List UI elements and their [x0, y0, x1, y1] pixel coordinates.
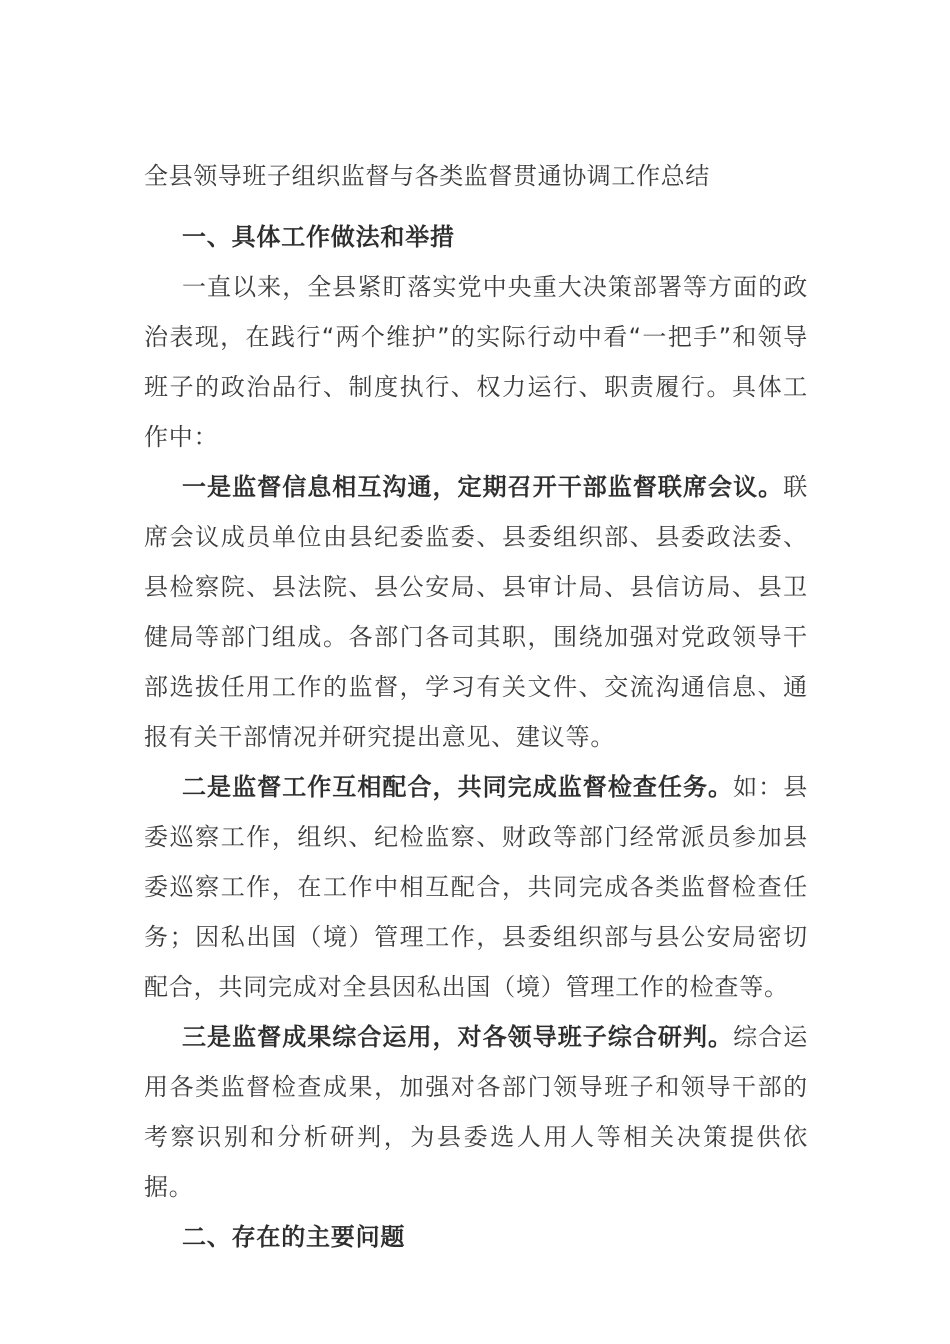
item-text-1: 联席会议成员单位由县纪委监委、县委组织部、县委政法委、县检察院、县法院、县公安局、县审计局、县信访局、县卫健局等部门组成。各部门各司其职，围绕加强对党政领导干部选拔任用工作的监督，学习有关文件、交流沟通信息、通报有关干部情况并研究提出意见、建议等。: [144, 473, 808, 751]
item-text-2: 如：县委巡察工作，组织、纪检监察、财政等部门经常派员参加县委巡察工作，在工作中相互配合，共同完成各类监督检查任务；因私出国（境）管理工作，县委组织部与县公安局密切配合，共同完成对全县因私出国（境）管理工作的检查等。: [144, 773, 808, 1001]
item-lead-3: 三是监督成果综合运用，对各领导班子综合研判。: [182, 1023, 734, 1051]
section-heading-2: 二、存在的主要问题: [182, 1223, 406, 1251]
item-lead-2: 二是监督工作互相配合，共同完成监督检查任务。: [182, 773, 734, 801]
document-body: [144, 212, 808, 1262]
item-text-3: 综合运用各类监督检查成果，加强对各部门领导班子和领导干部的考察识别和分析研判，为县委选人用人等相关决策提供依据。: [144, 1023, 808, 1201]
item-paragraph-3: [144, 1012, 808, 1212]
item-paragraph-2: [144, 762, 808, 1012]
document-title: 全县领导班子组织监督与各类监督贯通协调工作总结: [144, 162, 710, 190]
item-lead-1: 一是监督信息相互沟通，定期召开干部监督联席会议。: [182, 473, 784, 501]
section-heading-1: 一、具体工作做法和举措: [182, 223, 455, 251]
intro-paragraph: 一直以来，全县紧盯落实党中央重大决策部署等方面的政治表现，在践行“两个维护”的实际行动中看“一把手”和领导班子的政治品行、制度执行、权力运行、职责履行。具体工作中：: [144, 273, 808, 451]
item-paragraph-1: [144, 462, 808, 762]
